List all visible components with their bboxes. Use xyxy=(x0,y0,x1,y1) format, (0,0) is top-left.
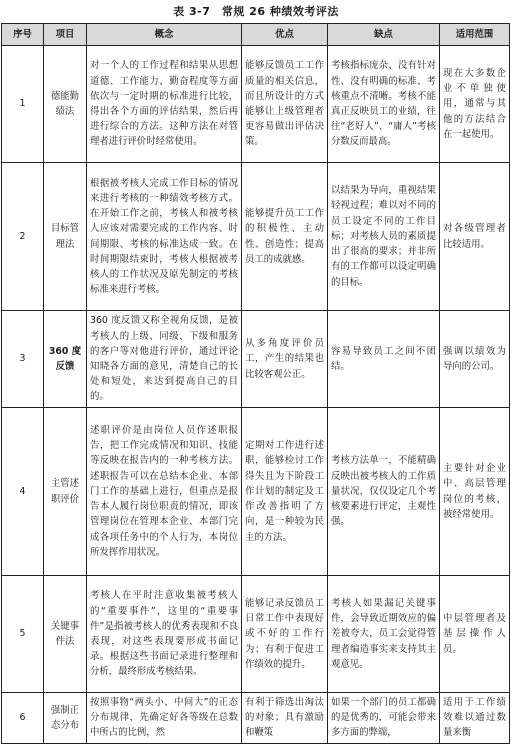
header-cons: 缺点 xyxy=(328,24,440,46)
appraisal-methods-table xyxy=(1,23,510,744)
row-item-label: 360 度反馈 xyxy=(48,345,82,372)
row-cons: 考核指标庞杂、没有针对性、没有明确的标准、考核重点不清晰。考核不能真正反映员工的业绩，往往“老好人”、“庸人”考核分数反而最高。 xyxy=(328,46,440,163)
table-title: 表 3-7 常规 26 种绩效考评法 xyxy=(173,5,339,18)
row-cons: 考核人如果漏记关键事件，会导致近期效应的偏差被夸大，员工会觉得管理者编造事实来支持其主观意见。 xyxy=(328,576,440,693)
table-row xyxy=(2,408,510,576)
header-concept: 概念 xyxy=(87,24,242,46)
row-number: 6 xyxy=(2,693,44,744)
row-pros: 能够提升员工工作的积极性、主动性、创造性；提高员工的成就感。 xyxy=(242,163,328,311)
row-cons: 如果一个部门的员工都确的是优秀的，可能会带来多方面的弊端， xyxy=(328,693,440,744)
row-concept: 述职评价是由岗位人员作述职报告，把工作完成情况和知识、技能等反映在报告内的一种考核方法。述职报告可以在总结本企业、本部门工作的基础上进行，但重点是报告本人履行岗位职责的情况，即该管理岗位在管理本企业、本部门完成各项任务中的个人行为，本岗位所发挥作用状况。 xyxy=(87,408,242,576)
row-concept: 按照事物“两头小、中间大”的正态分布规律，先确定好各等级在总数中所占的比例，然 xyxy=(87,693,242,744)
row-scope: 强调以绩效为导向的公司。 xyxy=(440,311,510,408)
row-scope: 适用于工作绩效难以通过数量来衡 xyxy=(440,693,510,744)
row-scope: 中层管理者及基层操作人员。 xyxy=(440,576,510,693)
row-concept: 360 度反馈又称全视角反馈，是被考核人的上级、同级、下级和服务的客户等对他进行评价，通过评论知晓各方面的意见，清楚自己的长处和短处，来达到提高自己的目的。 xyxy=(87,311,242,408)
row-scope: 对各级管理者比较适用。 xyxy=(440,163,510,311)
row-number: 4 xyxy=(2,408,44,576)
row-cons: 以结果为导向，重视结果轻视过程；难以对不同的员工设定不同的工作目标；对考核人员的素质提出了很高的要求；并非所有的工作都可以设定明确的目标。 xyxy=(328,163,440,311)
row-item xyxy=(44,311,87,408)
table-row xyxy=(2,311,510,408)
table-row xyxy=(2,163,510,311)
header-pros: 优点 xyxy=(242,24,328,46)
header-scope: 适用范围 xyxy=(440,24,510,46)
row-item: 强制正态分布 xyxy=(44,693,87,744)
header-num: 序号 xyxy=(2,24,44,46)
header-item: 项目 xyxy=(44,24,87,46)
row-concept: 考核人在平时注意收集被考核人的“重要事件”，这里的“重要事件”是指被考核人的优秀表现和不良表现，对这些表现要形成书面记录。根据这些书面记录进行整理和分析，最终形成考核结果。 xyxy=(87,576,242,693)
header-row xyxy=(2,24,510,46)
row-cons: 容易导致员工之间不团结。 xyxy=(328,311,440,408)
row-pros: 有利于筛选出淘汰的对象；具有激励和鞭策 xyxy=(242,693,328,744)
row-scope: 现在大多数企业不单独使用，通常与其他的方法结合在一起使用。 xyxy=(440,46,510,163)
table-row xyxy=(2,576,510,693)
row-pros: 能够记录反馈员工日常工作中表现好或不好的工作行为；有利于促进工作绩效的提升。 xyxy=(242,576,328,693)
row-pros: 定期对工作进行述职，能够检讨工作得失且为下阶段工作计划的制定及工作改善指明了方向，是一种较为民主的方法。 xyxy=(242,408,328,576)
row-pros: 从多角度评价员工，产生的结果也比较客观公正。 xyxy=(242,311,328,408)
row-concept: 对一个人的工作过程和结果从思想道德、工作能力、勤奋程度等方面依次与一定时期的标准进行比较，得出各个方面的评估结果，然后再进行综合的方法。这种方法在对管理者进行评价时经常使用。 xyxy=(87,46,242,163)
row-number: 5 xyxy=(2,576,44,693)
row-item: 关键事件法 xyxy=(44,576,87,693)
row-number: 3 xyxy=(2,311,44,408)
row-pros: 能够反馈员工工作质量的相关信息，而且所设计的方式能够让上级管理者更容易做出评估决策。 xyxy=(242,46,328,163)
row-item: 目标管理法 xyxy=(44,163,87,311)
table-row xyxy=(2,693,510,744)
row-number: 1 xyxy=(2,46,44,163)
row-cons: 考核方法单一，不能精确反映出被考核人的工作质量状况，仅仅设定几个考核要素进行评定，主观性强。 xyxy=(328,408,440,576)
row-item: 主管述职评价 xyxy=(44,408,87,576)
row-item: 德能勤绩法 xyxy=(44,46,87,163)
row-concept: 根据被考核人完成工作目标的情况来进行考核的一种绩效考核方式。在开始工作之前，考核人和被考核人应该对需要完成的工作内容、时间期限、考核的标准达成一致。在时间期限结束时，考核人根据被考核人的工作状况及原先制定的考核标准来进行考核。 xyxy=(87,163,242,311)
table-row xyxy=(2,46,510,163)
row-number: 2 xyxy=(2,163,44,311)
row-scope: 主要针对企业中、高层管理岗位的考核，被经常使用。 xyxy=(440,408,510,576)
